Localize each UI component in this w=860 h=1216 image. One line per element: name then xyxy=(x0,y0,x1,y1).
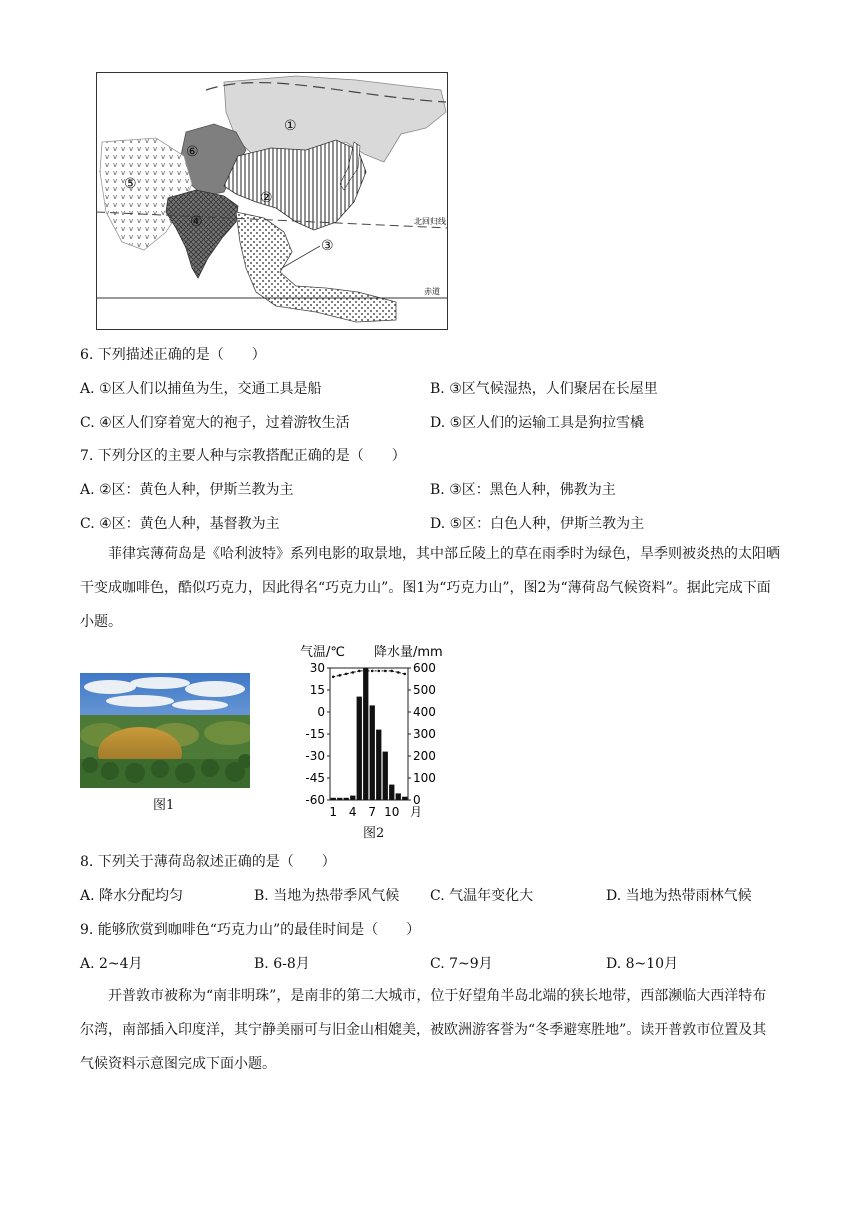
temperature-point xyxy=(358,670,361,673)
right-tick-label: 200 xyxy=(413,749,436,763)
right-tick-label: 100 xyxy=(413,771,436,785)
map-label-4: ④ xyxy=(190,214,203,230)
right-tick-label: 300 xyxy=(413,727,436,741)
precip-bar xyxy=(344,798,349,800)
left-tick-label: 30 xyxy=(309,661,325,675)
precip-bar xyxy=(396,793,401,800)
right-tick-label: 600 xyxy=(413,661,436,675)
precip-bar xyxy=(389,785,394,800)
temperature-point xyxy=(351,671,354,674)
figure-1-caption: 图1 xyxy=(153,798,175,813)
precip-bar xyxy=(370,705,375,800)
plot-frame xyxy=(330,668,408,800)
temperature-point xyxy=(371,670,374,673)
chocolate-hills-photo xyxy=(80,673,250,788)
temperature-point xyxy=(332,676,335,679)
question-9-option-c[interactable]: C. 7~9月 xyxy=(430,956,493,972)
left-tick-label: -60 xyxy=(305,793,325,807)
passage-chocolate-hills: 菲律宾薄荷岛是《哈利波特》系列电影的取景地，其中部丘陵上的草在雨季时为绿色，旱季则被炎热的太阳晒干变成咖啡色，酷似巧克力，因此得名“巧克力山”。图1为“巧克力山”，图2为“薄荷岛气候资料”。据此完成下面小题。 xyxy=(80,546,780,630)
question-8-option-b[interactable]: B. 当地为热带季风气候 xyxy=(254,888,400,904)
question-7-option-a[interactable]: A. ②区：黄色人种，伊斯兰教为主 xyxy=(80,482,294,498)
question-6-option-b[interactable]: B. ③区气候湿热，人们聚居在长屋里 xyxy=(430,381,658,397)
left-tick-label: -45 xyxy=(305,771,325,785)
right-tick-label: 0 xyxy=(413,793,421,807)
tropic-label: 北回归线 xyxy=(414,217,446,226)
right-tick-label: 400 xyxy=(413,705,436,719)
precip-bar xyxy=(331,798,336,800)
question-8-option-c[interactable]: C. 气温年变化大 xyxy=(430,888,534,904)
question-8-stem: 8. 下列关于薄荷岛叙述正确的是（ ） xyxy=(80,854,336,870)
left-tick-label: 15 xyxy=(309,683,325,697)
x-tick-label: 1 xyxy=(329,805,338,819)
asia-region-map xyxy=(96,72,448,330)
temperature-point xyxy=(377,670,380,673)
temperature-point xyxy=(384,670,387,673)
precip-bar xyxy=(337,798,342,800)
left-axis-label: 气温/℃ xyxy=(300,645,345,660)
precip-bar xyxy=(350,796,355,800)
temperature-point xyxy=(338,674,341,677)
figure-2-caption: 图2 xyxy=(363,826,385,841)
question-6-option-c[interactable]: C. ④区人们穿着宽大的袍子，过着游牧生活 xyxy=(80,415,350,431)
question-6-option-d[interactable]: D. ⑤区人们的运输工具是狗拉雪橇 xyxy=(430,415,645,431)
climate-chart xyxy=(292,640,462,824)
x-tick-label: 月 xyxy=(410,805,423,819)
left-tick-label: 0 xyxy=(317,705,325,719)
equator-label: 赤道 xyxy=(424,287,440,296)
precip-bar xyxy=(363,668,368,800)
question-9-stem: 9. 能够欣赏到咖啡色“巧克力山”的最佳时间是（ ） xyxy=(80,922,421,938)
temperature-point xyxy=(345,673,348,676)
right-tick-label: 500 xyxy=(413,683,436,697)
map-label-2: ② xyxy=(260,190,273,206)
precip-bar xyxy=(383,752,388,800)
map-label-5: ⑤ xyxy=(124,176,137,192)
x-tick-label: 4 xyxy=(348,805,357,819)
question-6-option-a[interactable]: A. ①区人们以捕鱼为生，交通工具是船 xyxy=(80,381,322,397)
map-label-1: ① xyxy=(284,118,297,134)
temperature-line xyxy=(333,671,405,677)
question-7-stem: 7. 下列分区的主要人种与宗教搭配正确的是（ ） xyxy=(80,448,406,464)
x-tick-label: 7 xyxy=(368,805,377,819)
question-8-option-d[interactable]: D. 当地为热带雨林气候 xyxy=(606,888,752,904)
right-axis-label: 降水量/mm xyxy=(374,645,443,660)
left-tick-label: -30 xyxy=(305,749,325,763)
map-label-6: ⑥ xyxy=(186,144,199,160)
question-7-option-c[interactable]: C. ④区：黄色人种，基督教为主 xyxy=(80,516,280,532)
x-tick-label: 10 xyxy=(384,805,400,819)
question-9-option-d[interactable]: D. 8~10月 xyxy=(606,956,679,972)
question-9-option-b[interactable]: B. 6-8月 xyxy=(254,956,310,972)
question-6-stem: 6. 下列描述正确的是（ ） xyxy=(80,347,266,363)
temperature-point xyxy=(403,673,406,676)
precip-bar xyxy=(357,697,362,800)
question-8-option-a[interactable]: A. 降水分配均匀 xyxy=(80,888,184,904)
passage-cape-town: 开普敦市被称为“南非明珠”，是南非的第二大城市，位于好望角半岛北端的狭长地带，西部濒临大西洋特布尔湾，南部插入印度洋，其宁静美丽可与旧金山相媲美，被欧洲游客誉为“冬季避寒胜地”。读开普敦市位置及其气候资料示意图完成下面小题。 xyxy=(80,988,767,1072)
left-tick-label: -15 xyxy=(305,727,325,741)
question-7-option-d[interactable]: D. ⑤区：白色人种，伊斯兰教为主 xyxy=(430,516,645,532)
precip-bar xyxy=(402,797,407,800)
question-9-option-a[interactable]: A. 2~4月 xyxy=(80,956,143,972)
question-7-option-b[interactable]: B. ③区：黑色人种，佛教为主 xyxy=(430,482,616,498)
map-label-3: ③ xyxy=(321,238,334,254)
temperature-point xyxy=(397,671,400,674)
temperature-point xyxy=(364,670,367,673)
precip-bar xyxy=(376,730,381,800)
temperature-point xyxy=(390,670,393,673)
